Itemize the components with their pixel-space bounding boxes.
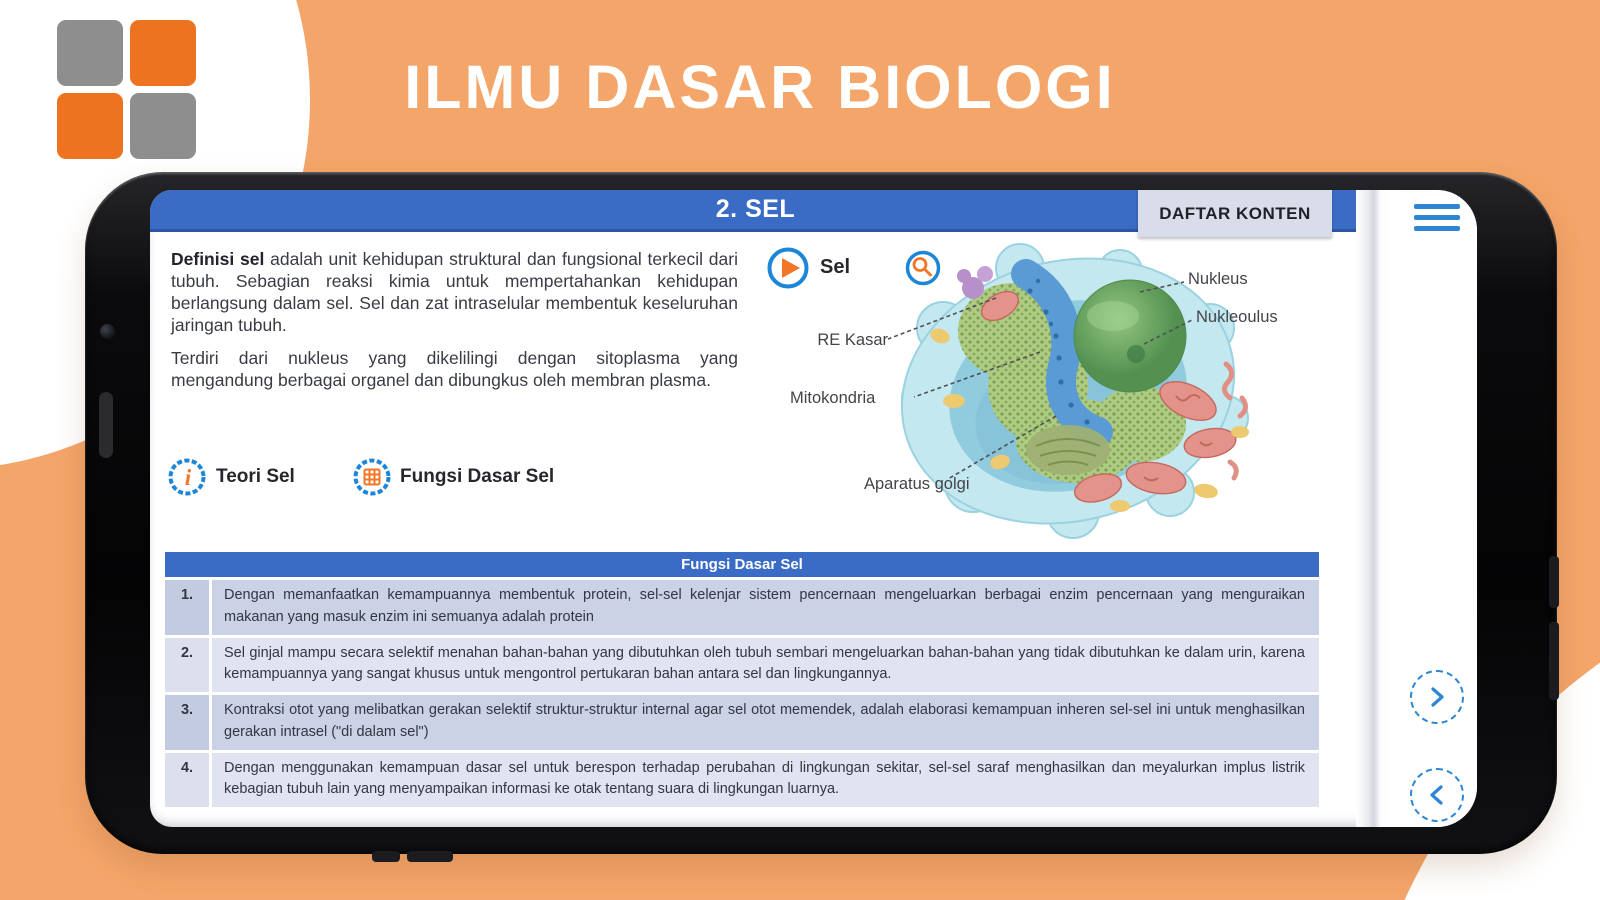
phone-volume-button [1549,556,1559,608]
right-sidebar [1388,190,1477,827]
app-screen [150,190,1477,827]
row-number: 1. [165,580,209,635]
table-header: Fungsi Dasar Sel [165,552,1319,577]
label-mitokondria: Mitokondria [790,389,876,407]
table-row [165,753,1319,808]
definition-paragraph-1: Definisi sel adalah unit kehidupan struktural dan fungsional terkecil dari tubuh. Sebagian reaksi kimia untuk mempertahankan kehidupan berlangsung dalam sel. Sel dan zat intraselular membentuk keseluruhan jaringan tubuh. [171,249,738,336]
phone-button [372,851,400,862]
banner-title: ILMU DASAR BIOLOGI [404,53,1116,121]
fungsi-dasar-sel-table [165,552,1319,807]
app-logo [57,20,197,160]
menu-icon[interactable] [1414,204,1460,237]
definition-paragraph-2: Terdiri dari nukleus yang dikelilingi dengan sitoplasma yang mengandung berbagai organel dan dibungkus oleh membran plasma. [171,348,738,391]
logo-square-gray-1 [57,20,123,86]
row-text: Sel ginjal mampu secara selektif menahan bahan-bahan yang dibutuhkan oleh tubuh sembari mengeluarkan bahan-bahan yang tidak dibutuhkan ke dalam urin, karena kemampuannya yang sangat khusus untuk mengontrol pertukaran bahan antara sel dan lingkungannya. [212,638,1319,693]
phone-speaker [99,392,113,458]
definition-lead: Definisi sel [171,249,265,269]
phone-power-button [1549,622,1559,700]
phone-button [407,851,453,862]
table-row [165,695,1319,750]
row-number: 4. [165,753,209,808]
previous-page-button[interactable] [1410,768,1464,822]
row-text: Dengan menggunakan kemampuan dasar sel untuk berespon terhadap perubahan di lingkungan sekitar, sel-sel saraf menghasilkan dan meyalurkan implus listrik kebagian tubuh lain yang menyampaikan informasi ke otak tentang suara di lingkungan luarnya. [212,753,1319,808]
info-icon[interactable] [167,457,207,497]
label-aparatus-golgi: Aparatus golgi [864,475,970,493]
phone-camera [100,324,115,339]
definition-paragraphs [171,248,738,402]
svg-text:i: i [184,465,192,490]
row-text: Kontraksi otot yang melibatkan gerakan selektif struktur-struktur internal agar sel otot memendek, adalah elaborasi kemampuan inheren sel-sel ini untuk menghasilkan gerakan intrasel ("di dalam sel") [212,695,1319,750]
label-nukleus: Nukleus [1188,270,1248,288]
cell-diagram [768,236,1334,540]
content-sidebar-divider [1356,190,1388,827]
fungsi-dasar-sel-link[interactable]: Fungsi Dasar Sel [400,466,555,487]
logo-square-orange-1 [130,20,196,86]
play-label: Sel [820,256,851,278]
table-row [165,638,1319,693]
teori-sel-link[interactable]: Teori Sel [216,466,295,487]
label-re-kasar: RE Kasar [817,331,888,349]
next-page-button[interactable] [1410,670,1464,724]
daftar-konten-button[interactable]: DAFTAR KONTEN [1138,190,1332,237]
page-title: 2. SEL [715,195,796,223]
logo-square-orange-2 [57,93,123,159]
logo-square-gray-2 [130,93,196,159]
row-number: 2. [165,638,209,693]
row-number: 3. [165,695,209,750]
label-nukleoulus: Nukleoulus [1196,308,1278,326]
table-row [165,580,1319,635]
table-grid-icon[interactable] [352,457,392,497]
row-text: Dengan memanfaatkan kemampuannya membentuk protein, sel-sel kelenjar sistem pencernaan mengeluarkan berbagai enzim pencernaan yang menguraikan makanan yang masuk enzim ini semuanya adalah protein [212,580,1319,635]
